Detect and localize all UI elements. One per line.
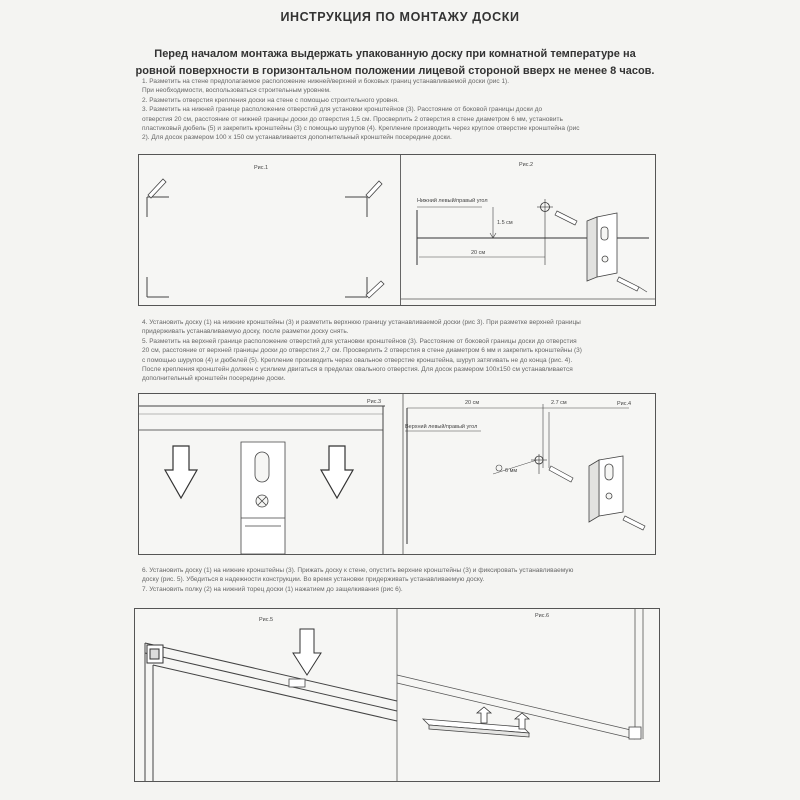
fig4-dim-vertical: 2.7 см [551,400,567,406]
figures-1-2-drawing [139,155,655,305]
corner-mark-top-left [147,197,169,217]
step-line: пластиковый дюбель (5) и закрепить кронштейны (3) с помощью шурупов (4). Крепление производить через круглое отверстие кронштейна (рис [142,125,580,133]
pencil-icon [366,281,384,298]
fig1-corner-marks [147,197,367,297]
steps-1-3 [142,77,580,143]
up-arrow-icon [477,707,491,723]
fig4-dim-diameter: 6 мм [505,468,518,474]
intro-line-1: Перед началом монтажа выдержать упакованную доску при комнатной температуре на [154,48,636,60]
shelf-icon [423,719,529,737]
pencil-icon [366,181,382,198]
step-line: дополнительный кронштейн посередине доски. [142,375,286,383]
step-line: 5. Разметить на верхней границе расположение отверстий для установки кронштейнов (3). Расстояние от боковой границы доски до отверстия [142,337,577,345]
down-arrow-icon [293,629,321,675]
down-arrow-icon [165,446,197,498]
step-line: с помощью шурупов (4) и дюбелей (5). Крепление производить через овальное отверстие кронштейна, шуруп затягивать не до конца (рис. 4). [142,356,573,364]
step-line: 4. Установить доску (1) на нижние кронштейны (3) и разметить верхнюю границу устанавливаемой доски (рис 3). При разметке верхней границы [142,319,581,326]
fig1-label: Рис.1 [254,165,269,171]
page-title: ИНСТРУКЦИЯ ПО МОНТАЖУ ДОСКИ [280,10,520,24]
step-line: доску (рис. 5). Убедиться в надежности конструкции. Во время установки придерживать устанавливаемую доску. [142,576,485,584]
fig4-label: Рис.4 [617,401,632,407]
bracket-icon [589,456,623,522]
fig6-label: Рис.6 [535,613,550,619]
fig3-label: Рис.3 [367,399,382,405]
down-arrow-icon [321,446,353,498]
corner-cap-icon [629,727,641,739]
steps-4-5 [142,318,582,384]
step-line: 7. Установить полку (2) на нижний торец доски (1) нажатием до защелкивания (рис 6). [142,585,403,593]
step-line: При необходимости, воспользоваться строительным уровнем. [142,87,331,95]
fig4-dim-horizontal: 20 см [465,400,480,406]
step-line: отверстия 20 см, расстояние от нижней границы доски до отверстия 1,5 см. Просверлить 2 отверстия в стене диаметром 6 мм, установить [142,115,563,123]
fig5-label: Рис.5 [259,617,274,623]
step-line: придерживать устанавливаемую доску, после разметки доску снять. [142,328,349,336]
intro-note [130,46,660,80]
figures-3-4-drawing [139,394,655,554]
corner-mark-bottom-left [147,277,169,297]
step-line: 3. Разметить на нижней границе расположение отверстий для установки кронштейнов (3). Расстояние от боковой границы доски до [142,106,543,114]
corner-cap-icon [147,645,163,663]
step-line: 2). Для досок размером 100 х 150 см устанавливается дополнительный кронштейн посередине доски. [142,134,452,142]
step-line: 20 см, расстояние от верхней границы доски до отверстия 2,7 см. Просверлить 2 отверстия в стене диаметром 6 мм и закрепить кронштейны (3) [142,347,582,355]
step-line: 6. Установить доску (1) на нижние кронштейны (3). Прижать доску к стене, опустить верхние кронштейны (3) и фиксировать устанавливаемую [142,567,574,574]
bracket-icon [241,442,285,554]
figure-row-1 [138,154,656,306]
corner-mark-bottom-right [345,277,367,297]
board-frame [145,643,397,781]
figures-5-6-drawing [135,609,659,781]
step-line: После крепления кронштейн должен с усилием двигаться в пределах овального отверстия. Для досок размером 100х150 см устанавливается [142,366,573,374]
step-line: 2. Разметить отверстия крепления доски на стене с помощью строительного уровня. [142,96,399,104]
fig2-corner-label: Нижний левый/правый угол [417,198,488,204]
corner-mark-top-right [345,197,367,217]
pencil-icon [148,179,166,198]
fig2-dim-horizontal: 20 см [471,250,486,256]
step-line: 1. Разметить на стене предполагаемое расположение нижней/верхней и боковых границ устанавливаемой доски (рис 1). [142,78,510,85]
figure-row-2 [138,393,656,555]
fig2-label: Рис.2 [519,162,534,168]
fig4-corner-label: Верхний левый/правый угол [405,424,478,430]
bracket-icon [587,213,617,281]
diameter-marker-icon [496,465,502,471]
steps-6-7 [142,566,573,594]
intro-line-2: ровной поверхности в горизонтальном положении лицевой стороной вверх не менее 8 часов. [135,65,655,77]
figure-row-3 [134,608,660,782]
fig2-dim-vertical: 1.5 см [497,220,513,226]
bracket-icon [289,679,305,687]
